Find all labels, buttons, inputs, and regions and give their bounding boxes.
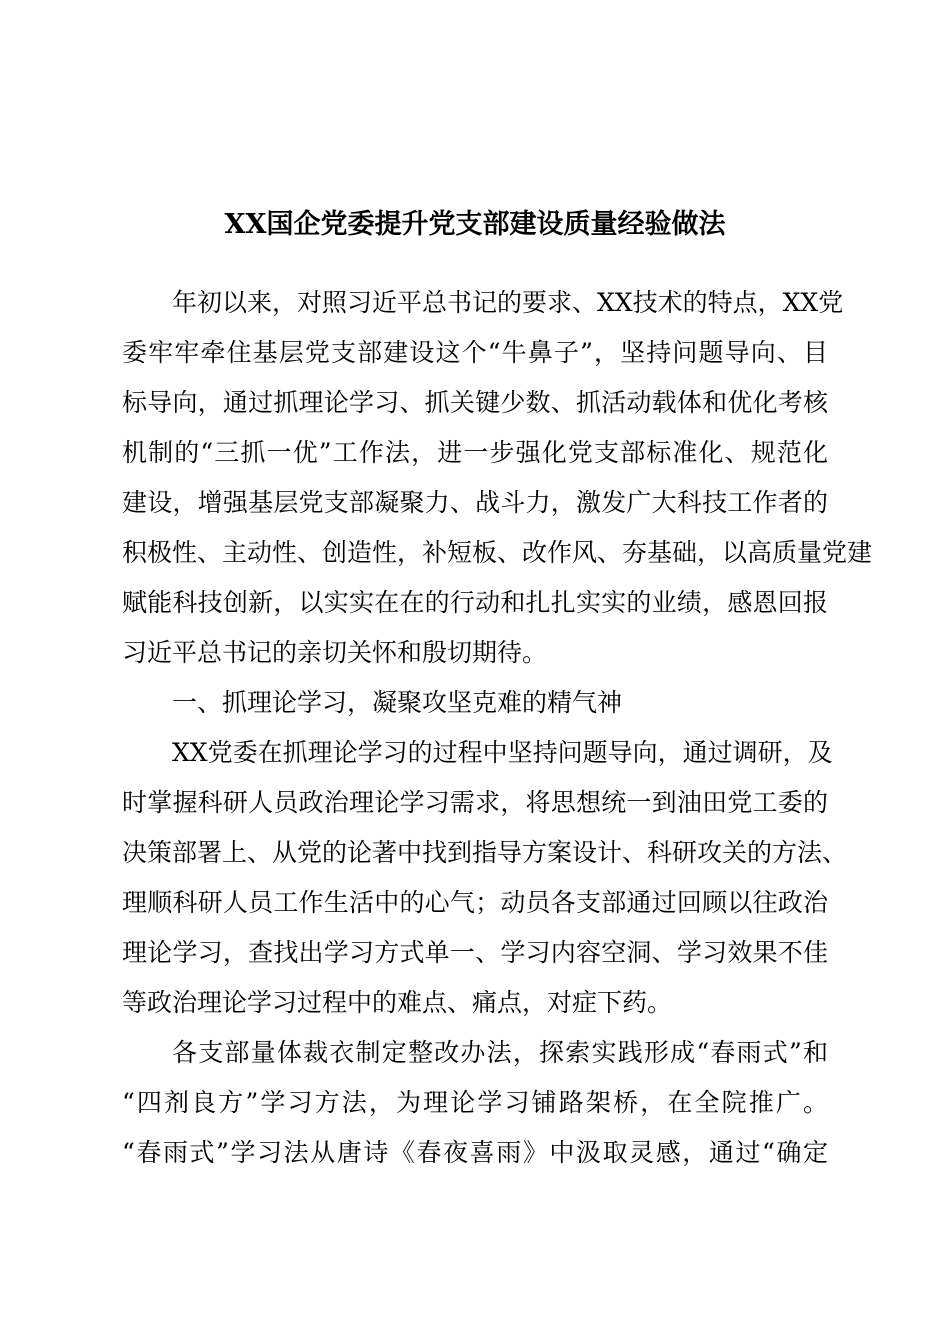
paragraph-line: 建设，增强基层党支部凝聚力、战斗力，激发广大科技工作者的 xyxy=(122,488,828,517)
paragraph-line: 决策部署上、从党的论著中找到指导方案设计、科研攻关的方法、 xyxy=(122,838,848,867)
paragraph-line: 时掌握科研人员政治理论学习需求，将思想统一到油田党工委的 xyxy=(122,788,828,817)
document-title: XX国企党委提升党支部建设质量经验做法 xyxy=(224,209,726,240)
paragraph-line: “四剂良方”学习方法，为理论学习铺路架桥，在全院推广。 xyxy=(122,1088,828,1117)
paragraph-line: 理顺科研人员工作生活中的心气；动员各支部通过回顾以往政治 xyxy=(122,888,828,917)
section-heading: 一、抓理论学习，凝聚攻坚克难的精气神 xyxy=(172,688,623,717)
paragraph-line: 委牢牢牵住基层党支部建设这个“牛鼻子”，坚持问题导向、目 xyxy=(122,338,828,367)
paragraph-line: 机制的“三抓一优”工作法，进一步强化党支部标准化、规范化 xyxy=(122,438,828,467)
paragraph-line: 习近平总书记的亲切关怀和殷切期待。 xyxy=(122,638,548,667)
paragraph-line: “春雨式”学习法从唐诗《春夜喜雨》中汲取灵感，通过“确定 xyxy=(122,1138,828,1167)
paragraph-line: 各支部量体裁衣制定整改办法，探索实践形成“春雨式”和 xyxy=(172,1038,828,1067)
paragraph-line: 标导向，通过抓理论学习、抓关键少数、抓活动载体和优化考核 xyxy=(122,388,828,417)
paragraph-line: 理论学习，查找出学习方式单一、学习内容空洞、学习效果不佳 xyxy=(122,938,828,967)
paragraph-line: 赋能科技创新，以实实在在的行动和扎扎实实的业绩，感恩回报 xyxy=(122,588,828,617)
paragraph-line: XX党委在抓理论学习的过程中坚持问题导向，通过调研，及 xyxy=(172,738,833,767)
paragraph-line: 积极性、主动性、创造性，补短板、改作风、夯基础，以高质量党建 xyxy=(122,538,873,567)
paragraph-line: 年初以来，对照习近平总书记的要求、XX技术的特点，XX党 xyxy=(172,288,844,317)
paragraph-line: 等政治理论学习过程中的难点、痛点，对症下药。 xyxy=(122,988,673,1017)
